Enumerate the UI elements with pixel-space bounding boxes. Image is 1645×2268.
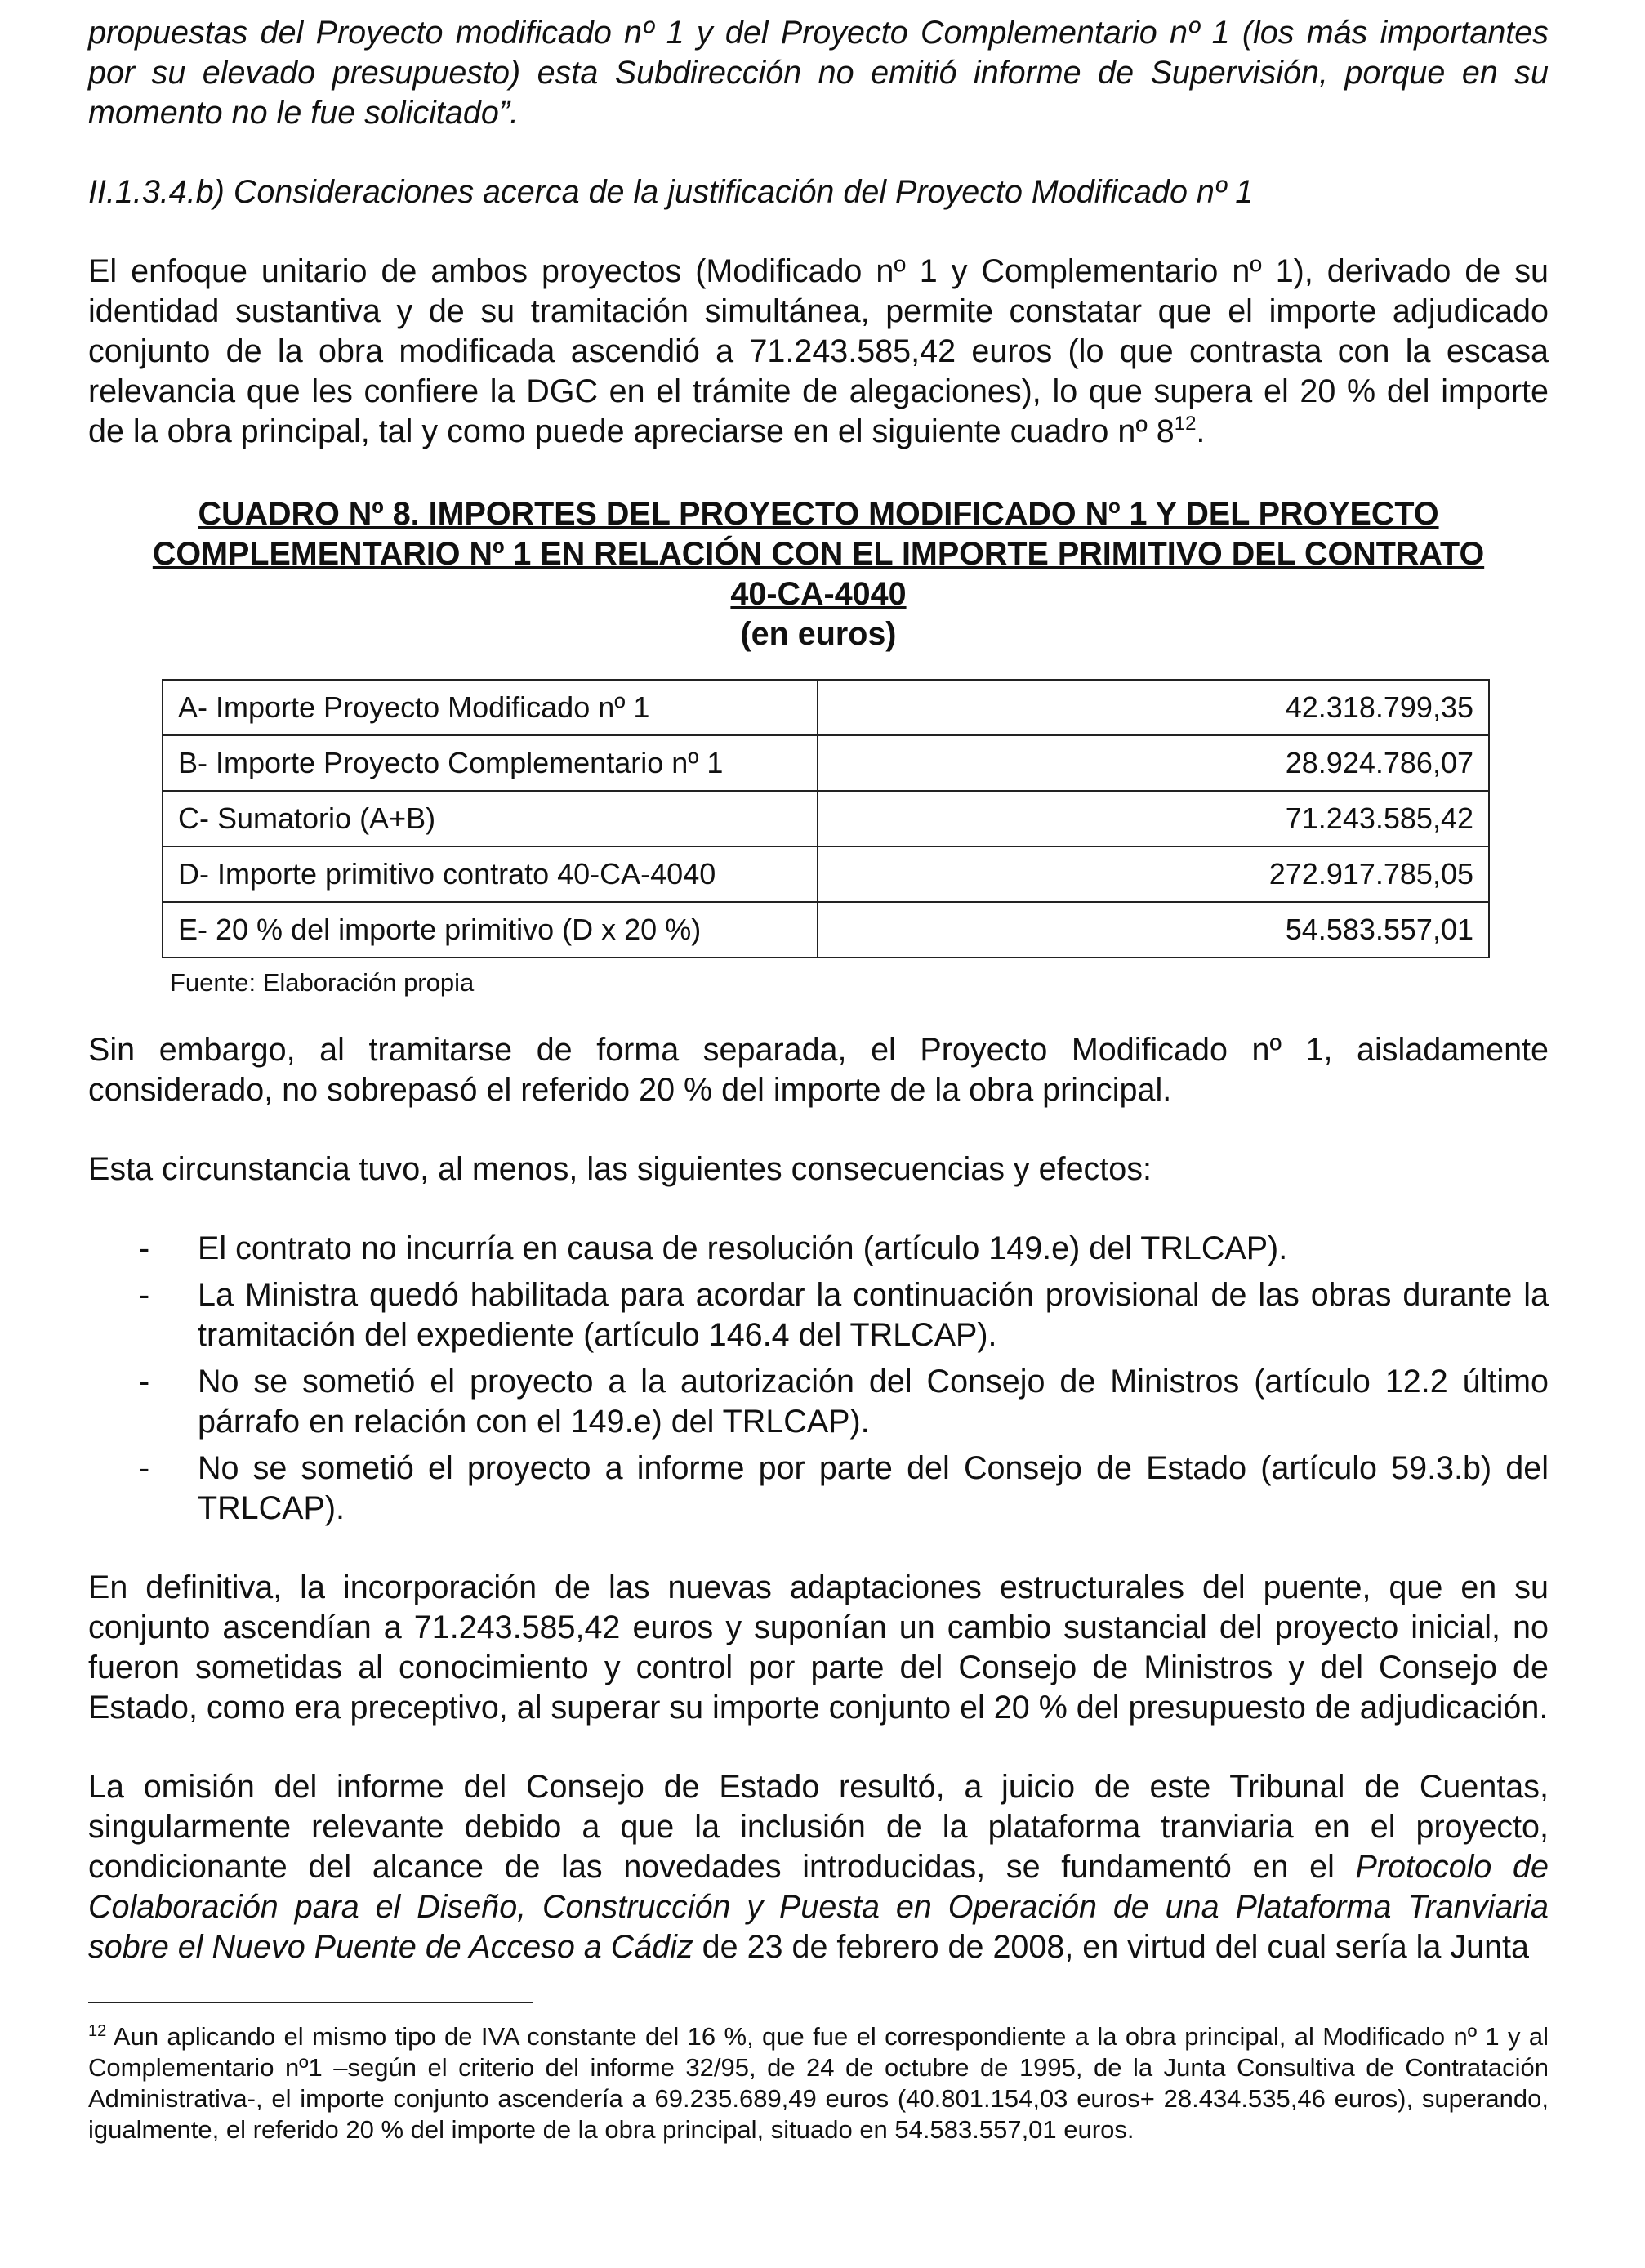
- table-row: [163, 846, 1489, 902]
- paragraph-circunstancia: Esta circunstancia tuvo, al menos, las siguientes consecuencias y efectos:: [88, 1151, 1152, 1187]
- spacer: [88, 212, 1549, 252]
- list-item-text: La Ministra quedó habilitada para acordar la continuación provisional de las obras durante la tramitación del expediente (artículo 146.4 del TRLCAP).: [198, 1277, 1549, 1353]
- footnote-separator: [88, 2002, 533, 2003]
- paragraph-omision-text-a: La omisión del informe del Consejo de Estado resultó, a juicio de este Tribunal de Cuentas, singularmente relevante debido a que la inclusión de la plataforma tranviaria en el proyecto, condicionante del alcance de las novedades introducidas, se fundamentó en el: [88, 1769, 1549, 1885]
- sentence-end: .: [1196, 413, 1206, 449]
- table-title: [88, 494, 1549, 654]
- footnote-reference[interactable]: 12: [1174, 413, 1197, 435]
- table-cell-value: 54.583.557,01: [818, 902, 1489, 958]
- section-heading: II.1.3.4.b) Consideraciones acerca de la justificación del Proyecto Modificado nº 1: [88, 174, 1254, 210]
- table-row: [163, 735, 1489, 791]
- spacer: [88, 1728, 1549, 1767]
- spacer: [88, 1190, 1549, 1229]
- list-item: [88, 1362, 1549, 1442]
- paragraph-enfoque: [88, 252, 1549, 452]
- paragraph-quote-end: propuestas del Proyecto modificado nº 1 y del Proyecto Complementario nº 1 (los más importantes por su elevado presupuesto) esta Subdirección no emitió informe de Supervisión, porque en su momento no le fue solicitado”.: [88, 15, 1549, 131]
- list-item: [88, 1229, 1549, 1269]
- table-cell-label: C- Sumatorio (A+B): [163, 791, 818, 846]
- table-cell-label: D- Importe primitivo contrato 40-CA-4040: [163, 846, 818, 902]
- table-row: [163, 902, 1489, 958]
- table-source: Fuente: Elaboración propia: [170, 968, 475, 997]
- dash-bullet: -: [139, 1277, 150, 1313]
- protocol-title: Protocolo de Colaboración para el Diseño, Construcción y Puesta en Operación de una Plataforma Tranviaria sobre el Nuevo Puente de Acceso a Cádiz: [88, 1849, 1549, 1965]
- table-title-line-2: COMPLEMENTARIO Nº 1 EN RELACIÓN CON EL IMPORTE PRIMITIVO DEL CONTRATO: [152, 536, 1485, 572]
- table-cell-label: E- 20 % del importe primitivo (D x 20 %): [163, 902, 818, 958]
- table-cell-value: 42.318.799,35: [818, 680, 1489, 735]
- list-item: [88, 1449, 1549, 1529]
- footnote-number: 12: [88, 2022, 107, 2040]
- spacer: [88, 133, 1549, 172]
- spacer: [88, 1110, 1549, 1150]
- paragraph-omision: [88, 1767, 1549, 1967]
- table-cell-label: A- Importe Proyecto Modificado nº 1: [163, 680, 818, 735]
- table-title-line-1: CUADRO Nº 8. IMPORTES DEL PROYECTO MODIFICADO Nº 1 Y DEL PROYECTO: [198, 496, 1439, 532]
- table-row: [163, 791, 1489, 846]
- consequences-list: [88, 1229, 1549, 1529]
- amounts-table: [162, 679, 1490, 958]
- table-cell-value: 272.917.785,05: [818, 846, 1489, 902]
- table-row: [163, 680, 1489, 735]
- paragraph-sin-embargo: Sin embargo, al tramitarse de forma separada, el Proyecto Modificado nº 1, aisladamente considerado, no sobrepasó el referido 20 % del importe de la obra principal.: [88, 1032, 1549, 1108]
- table-cell-value: 71.243.585,42: [818, 791, 1489, 846]
- table-subtitle: (en euros): [740, 616, 897, 652]
- paragraph-definitiva: En definitiva, la incorporación de las nuevas adaptaciones estructurales del puente, que en su conjunto ascendían a 71.243.585,42 euros y suponían un cambio sustancial del proyecto inicial, no fueron sometidas al conocimiento y control por parte del Consejo de Ministros y del Consejo de Estado, como era preceptivo, al superar su importe conjunto el 20 % del presupuesto de adjudicación.: [88, 1569, 1549, 1726]
- list-item-text: No se sometió el proyecto a informe por parte del Consejo de Estado (artículo 59.3.b) del TRLCAP).: [198, 1450, 1549, 1526]
- table-cell-label: B- Importe Proyecto Complementario nº 1: [163, 735, 818, 791]
- table-cell-value: 28.924.786,07: [818, 735, 1489, 791]
- paragraph-enfoque-text: El enfoque unitario de ambos proyectos (Modificado nº 1 y Complementario nº 1), derivado de su identidad sustantiva y de su tramitación simultánea, permite constatar que el importe adjudicado conjunto de la obra modificada ascendió a 71.243.585,42 euros (lo que contrasta con la escasa relevancia que les confiere la DGC en el trámite de alegaciones), lo que supera el 20 % del importe de la obra principal, tal y como puede apreciarse en el siguiente cuadro nº 8: [88, 253, 1549, 449]
- dash-bullet: -: [139, 1230, 150, 1266]
- paragraph-omision-text-b: de 23 de febrero de 2008, en virtud del cual sería la Junta: [693, 1929, 1529, 1965]
- footnote: [88, 2021, 1549, 2145]
- spacer: [88, 1535, 1549, 1568]
- list-item-text: No se sometió el proyecto a la autorización del Consejo de Ministros (artículo 12.2 último párrafo en relación con el 149.e) del TRLCAP).: [198, 1364, 1549, 1440]
- spacer: [88, 998, 1549, 1030]
- list-item: [88, 1275, 1549, 1355]
- dash-bullet: -: [139, 1450, 150, 1486]
- list-item-text: El contrato no incurría en causa de resolución (artículo 149.e) del TRLCAP).: [198, 1230, 1288, 1266]
- dash-bullet: -: [139, 1364, 150, 1400]
- table-title-line-3: 40-CA-4040: [730, 576, 907, 612]
- footnote-text: Aun aplicando el mismo tipo de IVA constante del 16 %, que fue el correspondiente a la obra principal, al Modificado nº 1 y al Complementario nº1 –según el criterio del informe 32/95, de 24 de octubre de 1995, de la Junta Consultiva de Contratación Administrativa-, el importe conjunto ascendería a 69.235.689,49 euros (40.801.154,03 euros+ 28.434.535,46 euros), superando, igualmente, el referido 20 % del importe de la obra principal, situado en 54.583.557,01 euros.: [88, 2022, 1549, 2144]
